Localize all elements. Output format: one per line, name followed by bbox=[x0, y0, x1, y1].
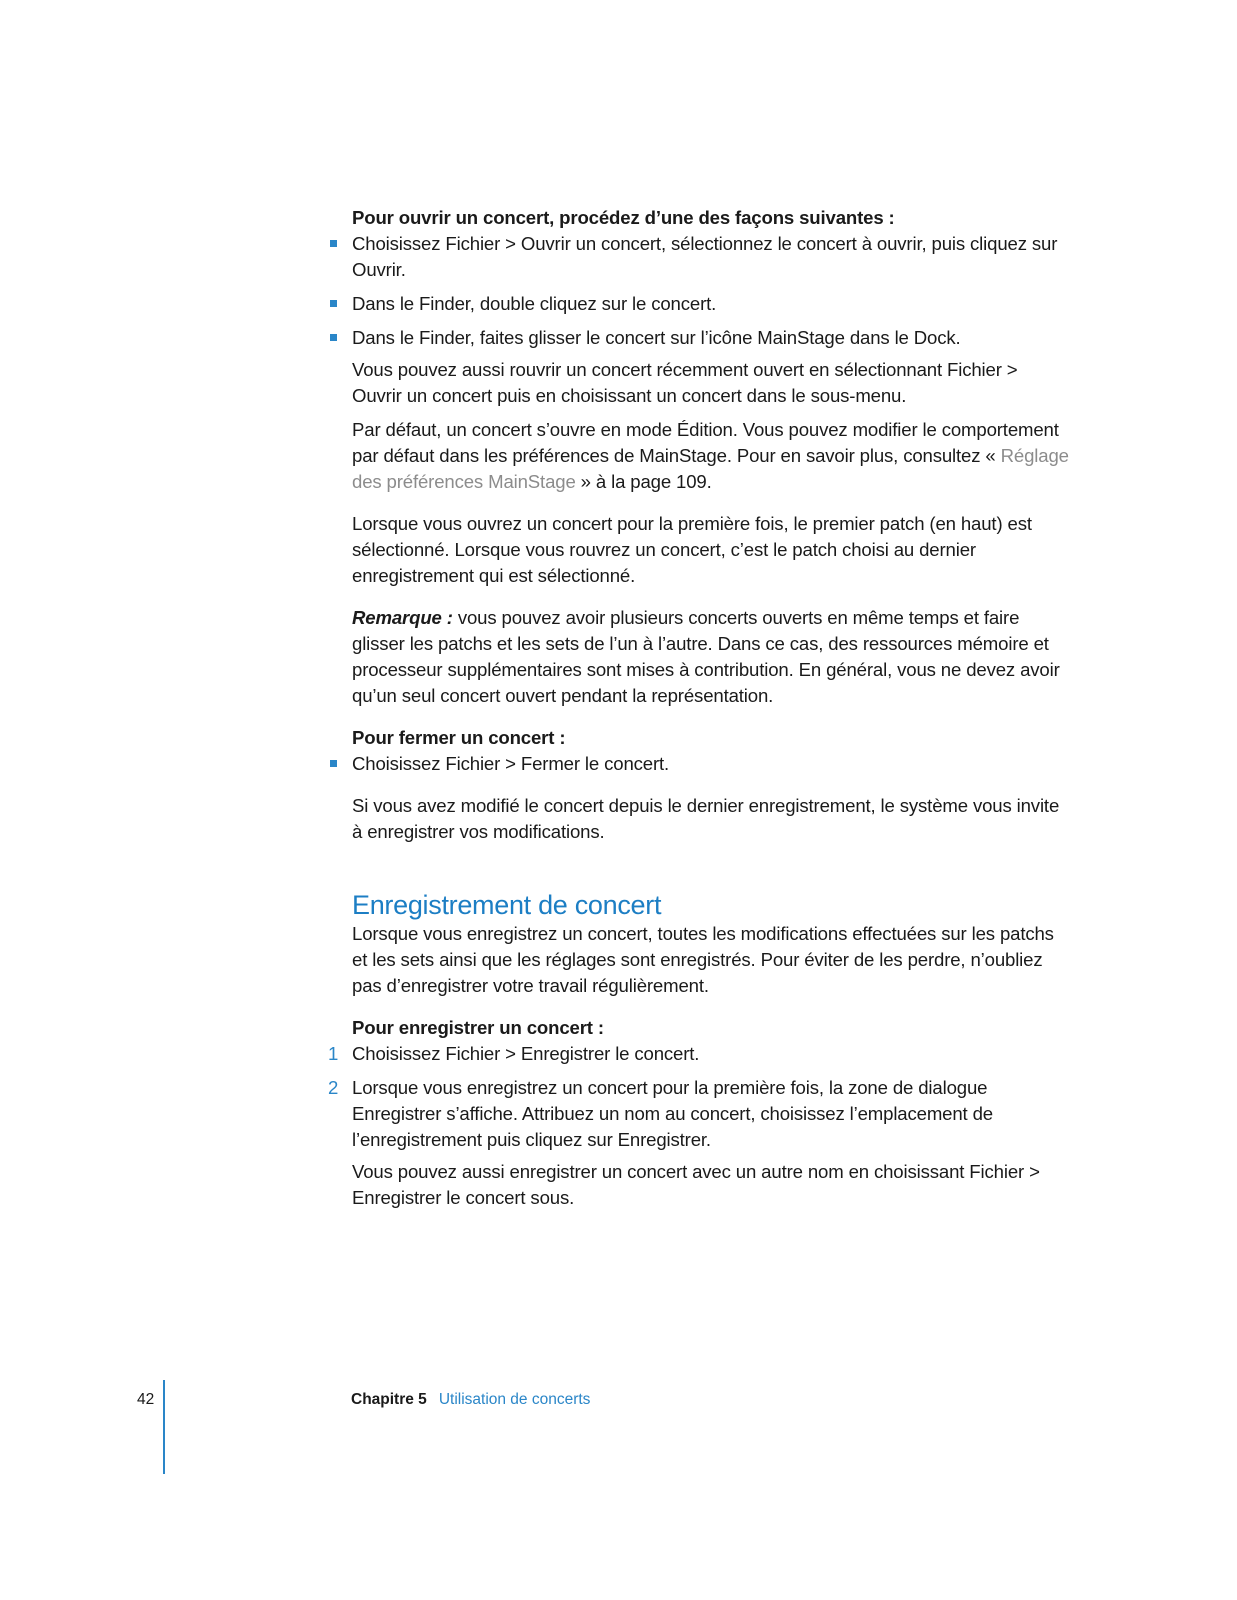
note-paragraph: Remarque : vous pouvez avoir plusieurs concerts ouverts en même temps et faire glisser les patchs et les sets de l’un à l’autre. Dans ce cas, des ressources mémoire et processeur supplémentaires sont mises à contribution. En général, vous ne devez avoir qu’un seul concert ouvert pendant la représentation. bbox=[352, 607, 1060, 706]
note-label: Remarque : bbox=[352, 607, 453, 628]
bullet-icon bbox=[330, 334, 337, 341]
save-intro-paragraph: Lorsque vous enregistrez un concert, toutes les modifications effectuées sur les patchs et les sets ainsi que les réglages sont enregistrés. Pour éviter de les perdre, n’oubliez pas d’enregistrer votre travail régulièrement. bbox=[352, 923, 1054, 996]
save-task-heading: Pour enregistrer un concert : bbox=[352, 1017, 604, 1038]
preferences-link[interactable]: Réglage des préférences MainStage bbox=[352, 445, 1069, 492]
list-item: Dans le Finder, faites glisser le concert sur l’icône MainStage dans le Dock. bbox=[352, 325, 1072, 351]
close-task-heading: Pour fermer un concert : bbox=[352, 727, 566, 748]
section-title: Enregistrement de concert bbox=[352, 890, 662, 920]
footer-divider bbox=[163, 1380, 165, 1474]
bullet-icon bbox=[330, 760, 337, 767]
default-mode-paragraph: Par défaut, un concert s’ouvre en mode Édition. Vous pouvez modifier le comportement par défaut dans les préférences de MainStage. Pour en savoir plus, consultez « Réglage des préférences MainStage » à la page 109. bbox=[352, 419, 1069, 492]
footer-chapter bbox=[351, 1391, 590, 1409]
list-item: 1 Choisissez Fichier > Enregistrer le concert. bbox=[352, 1041, 1072, 1067]
open-bullet-list bbox=[352, 231, 1072, 351]
page-content bbox=[328, 205, 1072, 1211]
list-item: Dans le Finder, double cliquez sur le concert. bbox=[352, 291, 1072, 317]
save-steps-list bbox=[328, 1041, 1072, 1153]
save-after-paragraph: Vous pouvez aussi enregistrer un concert avec un autre nom en choisissant Fichier > Enregistrer le concert sous. bbox=[352, 1161, 1040, 1208]
page-number: 42 bbox=[137, 1391, 155, 1408]
bullet-icon bbox=[330, 300, 337, 307]
step-number: 2 bbox=[328, 1077, 339, 1098]
list-item: 2 Lorsque vous enregistrez un concert pour la première fois, la zone de dialogue Enregistrer s’affiche. Attribuez un nom au concert, choisissez l’emplacement de l’enregistrement puis cliquez sur Enregistrer. bbox=[328, 1077, 993, 1150]
chapter-label: Chapitre 5 bbox=[351, 1391, 427, 1408]
bullet-icon bbox=[330, 240, 337, 247]
open-task-heading: Pour ouvrir un concert, procédez d’une des façons suivantes : bbox=[352, 207, 895, 228]
reopen-paragraph: Vous pouvez aussi rouvrir un concert récemment ouvert en sélectionnant Fichier > Ouvrir un concert puis en choisissant un concert dans le sous-menu. bbox=[352, 359, 1018, 406]
list-item: Choisissez Fichier > Ouvrir un concert, sélectionnez le concert à ouvrir, puis cliquez sur Ouvrir. bbox=[352, 231, 1072, 283]
first-time-paragraph: Lorsque vous ouvrez un concert pour la première fois, le premier patch (en haut) est sélectionné. Lorsque vous rouvrez un concert, c’est le patch choisi au dernier enregistrement qui est sélectionné. bbox=[352, 513, 1032, 586]
close-after-paragraph: Si vous avez modifié le concert depuis le dernier enregistrement, le système vous invite à enregistrer vos modifications. bbox=[352, 795, 1060, 842]
chapter-title: Utilisation de concerts bbox=[438, 1391, 591, 1408]
close-bullet-list bbox=[352, 751, 1072, 777]
list-item: Choisissez Fichier > Fermer le concert. bbox=[352, 751, 1072, 777]
step-number: 1 bbox=[328, 1043, 339, 1064]
